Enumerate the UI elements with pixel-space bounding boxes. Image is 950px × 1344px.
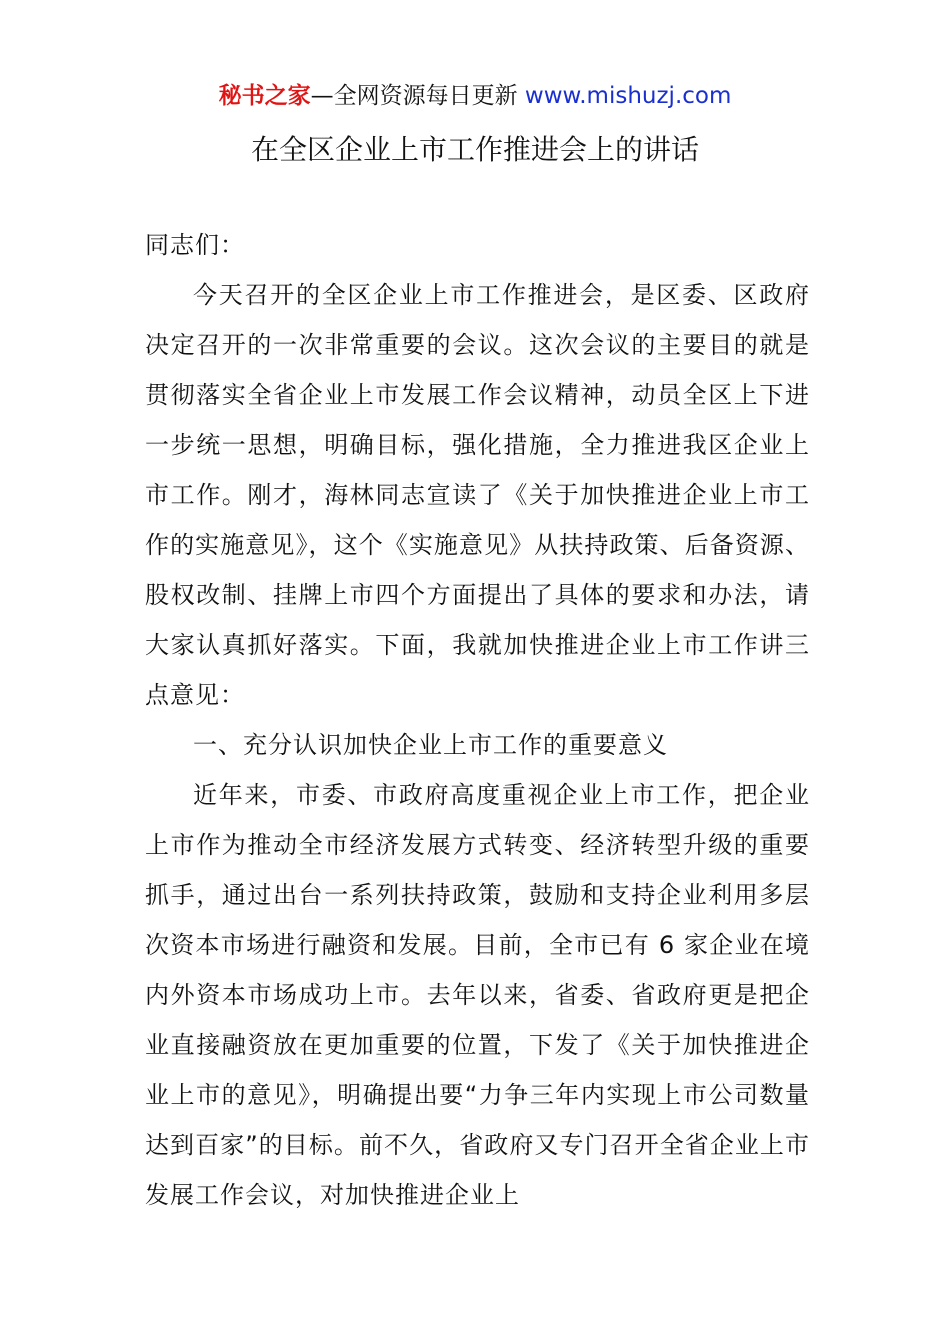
document-body (145, 220, 810, 1220)
section-heading-1: 一、充分认识加快企业上市工作的重要意义 (193, 731, 668, 759)
brand-name: 秘书之家 (218, 83, 311, 109)
site-url-link[interactable]: www.mishuzj.com (524, 83, 732, 109)
document-title: 在全区企业上市工作推进会上的讲话 (250, 133, 699, 166)
site-banner (0, 80, 950, 112)
paragraph-section-1: 近年来，市委、市政府高度重视企业上市工作，把企业上市作为推动全市经济发展方式转变、经济转型升级的重要抓手，通过出台一系列扶持政策，鼓励和支持企业利用多层次资本市场进行融资和发展。目前，全市已有 6 家企业在境内外资本市场成功上市。去年以来，省委、省政府更是把企业直接融资放在更加重要的位置，下发了《关于加快推进企业上市的意见》，明确提出要“力争三年内实现上市公司数量达到百家”的目标。前不久，省政府又专门召开全省企业上市发展工作会议，对加快推进企业上 (145, 781, 810, 1209)
paragraph-opening: 今天召开的全区企业上市工作推进会，是区委、区政府决定召开的一次非常重要的会议。这次会议的主要目的就是贯彻落实全省企业上市发展工作会议精神，动员全区上下进一步统一思想，明确目标，强化措施，全力推进我区企业上市工作。刚才，海林同志宣读了《关于加快推进企业上市工作的实施意见》，这个《实施意见》从扶持政策、后备资源、股权改制、挂牌上市四个方面提出了具体的要求和办法，请大家认真抓好落实。下面，我就加快推进企业上市工作讲三点意见： (145, 281, 810, 709)
salutation: 同志们： (145, 231, 245, 259)
banner-tagline: —全网资源每日更新 (310, 83, 525, 109)
